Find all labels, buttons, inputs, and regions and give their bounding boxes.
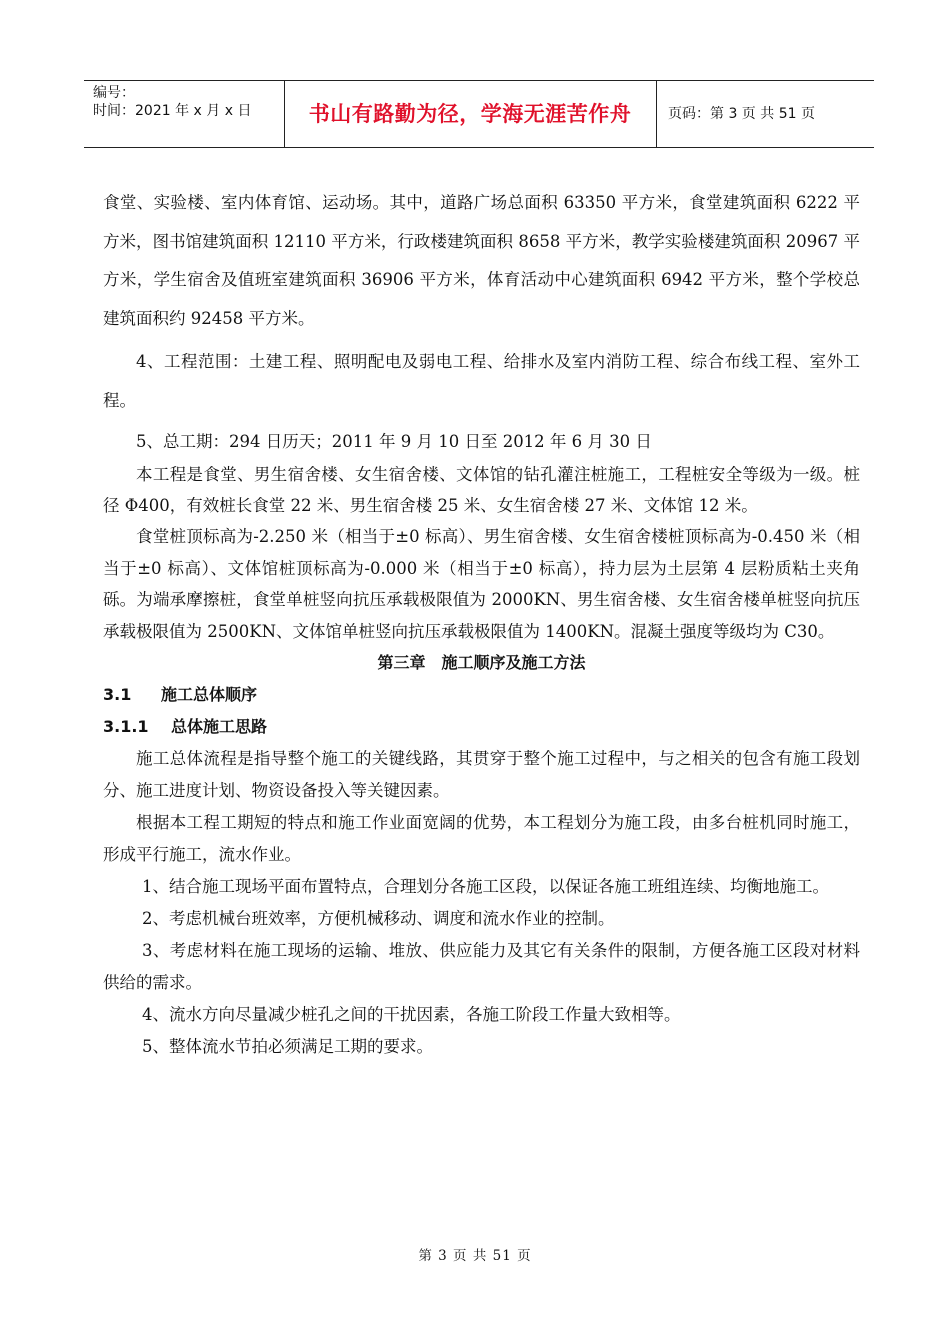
list-item: 5、整体流水节拍必须满足工期的要求。 (142, 1037, 433, 1056)
page-footer: 第 3 页 共 51 页 (418, 1248, 532, 1264)
section-3-1-heading (103, 679, 860, 711)
document-body (103, 184, 860, 1063)
paragraph-pile-overview: 本工程是食堂、男生宿舍楼、女生宿舍楼、文体馆的钻孔灌注桩施工，工程桩安全等级为一级。桩径 Φ400，有效桩长食堂 22 米、男生宿舍楼 25 米、女生宿舍楼 27 米、文体馆 12 米。 (103, 465, 860, 515)
list-item: 2、考虑机械台班效率，方便机械移动、调度和流水作业的控制。 (142, 909, 615, 928)
list-item: 3、考虑材料在施工现场的运输、堆放、供应能力及其它有关条件的限制，方便各施工区段对材料供给的需求。 (103, 941, 860, 992)
section-number: 3.1 (103, 685, 132, 704)
paragraph-pile-elevation: 食堂桩顶标高为-2.250 米（相当于±0 标高）、男生宿舍楼、女生宿舍楼桩顶标高为-0.450 米（相当于±0 标高）、文体馆桩顶标高为-0.000 米（相当于±0 标高），持力层为土层第 4 层粉质粘土夹角砾。为端承摩擦桩，食堂单桩竖向抗压承载极限值为 2000KN、男生宿舍楼、女生宿舍楼单桩竖向抗压承载极限值为 2500KN、文体馆单桩竖向抗压承载极限值为 1400KN。混凝土强度等级均为 C30。 (103, 527, 860, 641)
section-title: 总体施工思路 (171, 717, 268, 736)
paragraph-duration: 5、总工期：294 日历天；2011 年 9 月 10 日至 2012 年 6 月 30 日 (136, 432, 652, 451)
doc-number-label: 编号： (93, 85, 135, 101)
section-number: 3.1.1 (103, 717, 149, 736)
page-header (84, 80, 874, 148)
section-title: 施工总体顺序 (161, 685, 258, 704)
paragraph-areas: 食堂、实验楼、室内体育馆、运动场。其中，道路广场总面积 63350 平方米，食堂建筑面积 6222 平方米，图书馆建筑面积 12110 平方米，行政楼建筑面积 8658 平方米，教学实验楼建筑面积 20967 平方米，学生宿舍及值班室建筑面积 36906 平方米，体育活动中心建筑面积 6942 平方米，整个学校总建筑面积约 92458 平方米。 (103, 193, 860, 328)
doc-time-label: 时间：2021 年 x 月 x 日 (93, 103, 252, 119)
paragraph-scope: 4、工程范围：土建工程、照明配电及弱电工程、给排水及室内消防工程、综合布线工程、室外工程。 (103, 352, 860, 410)
chapter-title: 第三章 施工顺序及施工方法 (377, 653, 586, 672)
paragraph-overall-flow: 施工总体流程是指导整个施工的关键线路，其贯穿于整个施工过程中，与之相关的包含有施工段划分、施工进度计划、物资设备投入等关键因素。 (103, 749, 860, 800)
list-item: 1、结合施工现场平面布置特点，合理划分各施工区段，以保证各施工班组连续、均衡地施工。 (142, 877, 829, 896)
header-motto: 书山有路勤为径，学海无涯苦作舟 (284, 81, 657, 147)
paragraph-segmentation: 根据本工程工期短的特点和施工作业面宽阔的优势，本工程划分为施工段，由多台桩机同时施工，形成平行施工，流水作业。 (103, 813, 860, 864)
header-meta (84, 81, 285, 147)
section-3-1-1-heading (103, 711, 860, 743)
list-item: 4、流水方向尽量减少桩孔之间的干扰因素，各施工阶段工作量大致相等。 (142, 1005, 681, 1024)
header-page-info: 页码：第 3 页 共 51 页 (668, 106, 815, 122)
